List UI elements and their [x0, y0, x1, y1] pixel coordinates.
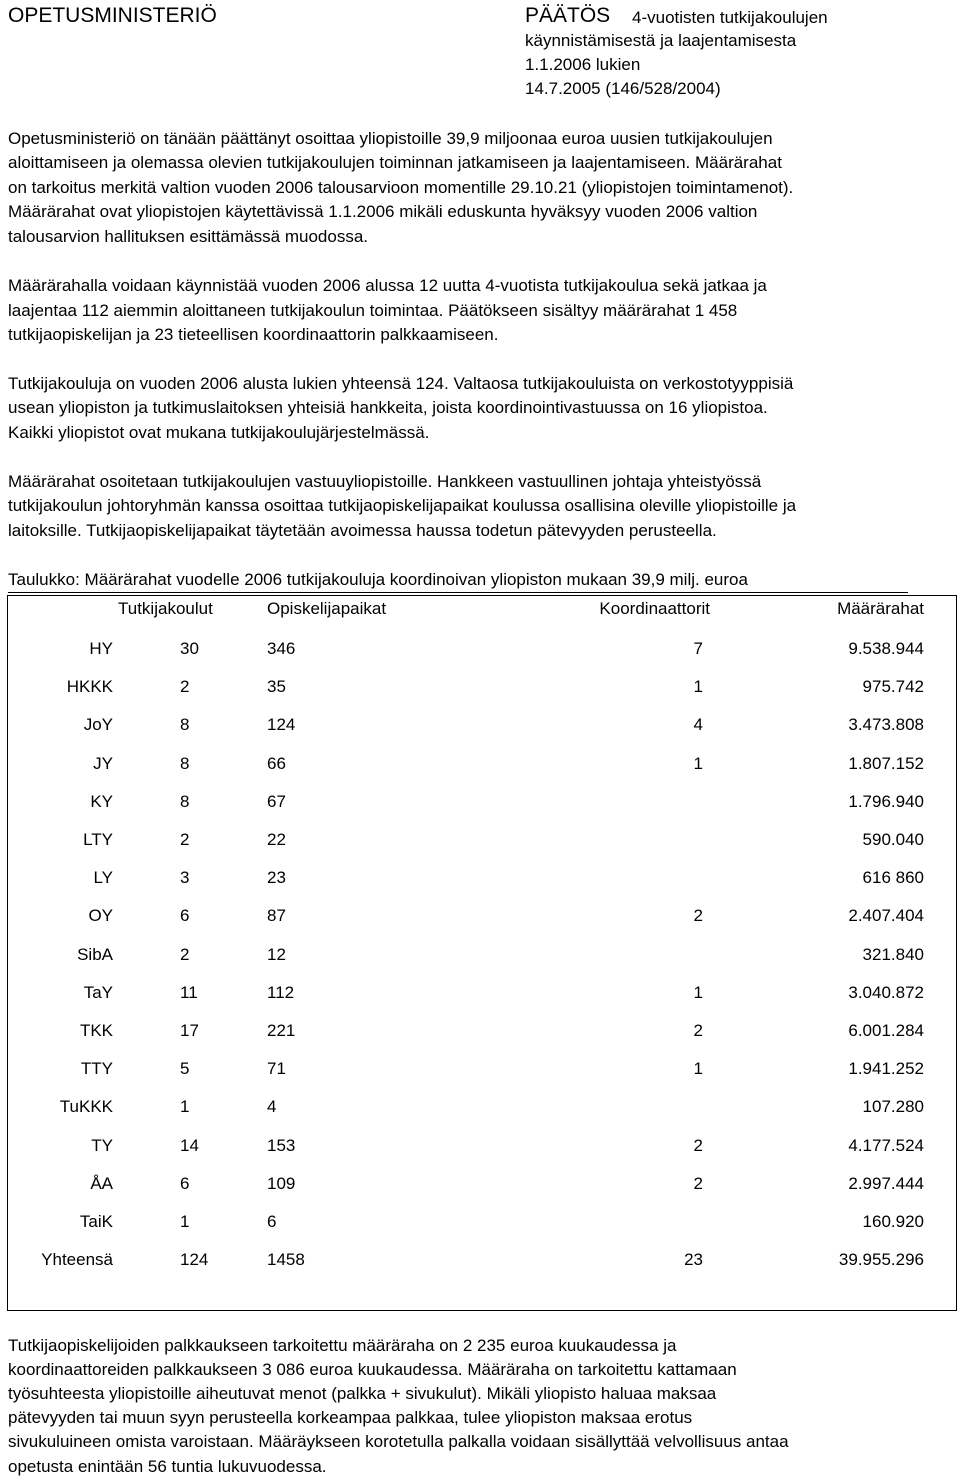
cell-coordinators: 1: [693, 677, 703, 697]
cell-allocation: 2.407.404: [848, 906, 924, 926]
cell-university: TTY: [80, 1059, 113, 1079]
table-row: [0, 677, 960, 701]
cell-coordinators: 7: [693, 639, 703, 658]
cell-student-places: 35: [267, 677, 286, 697]
cell-student-places: 87: [267, 906, 286, 926]
cell-schools: 3: [180, 868, 190, 888]
cell-allocation: 4.177.524: [848, 1135, 924, 1155]
cell-schools: 11: [180, 982, 198, 1002]
table-row: [0, 1136, 960, 1160]
cell-student-places: 153: [267, 1135, 296, 1155]
table-row: [0, 983, 960, 1007]
decision-subject-line: käynnistämisestä ja laajentamisesta: [525, 31, 797, 50]
cell-allocation: 6.001.284: [848, 1021, 924, 1040]
cell-allocation: 616 860: [862, 868, 924, 888]
header-schools: Tutkijakoulut: [118, 599, 213, 618]
decision-subject-line: 1.1.2006 lukien: [525, 55, 641, 74]
cell-student-places: 4: [267, 1097, 277, 1117]
cell-university: TY: [91, 1135, 113, 1155]
table-row: [0, 792, 960, 816]
cell-university: LTY: [83, 830, 113, 849]
cell-schools: 2: [180, 677, 190, 697]
paragraph-line: koordinaattoreiden palkkaukseen 3 086 euroa kuukaudessa. Määräraha on tarkoitettu kattamaan: [8, 1360, 737, 1379]
paragraph-line: laajentaa 112 aiemmin aloittaneen tutkijakoulun toimintaa. Päätökseen sisältyy määrärahat 1 458: [8, 301, 738, 320]
paragraph-line: sivukuluineen omista varoistaan. Määräykseen korotetulla palkalla voidaan sisällyttää velvollisuus antaa: [8, 1432, 789, 1451]
table-row: [0, 754, 960, 778]
cell-allocation: 3.040.872: [848, 982, 924, 1002]
cell-student-places: 6: [267, 1212, 277, 1231]
paragraph-line: työsuhteesta yliopistoille aiheutuvat menot (palkka + sivukulut). Mikäli yliopisto haluaa maksaa: [8, 1384, 717, 1403]
cell-allocation: 39.955.296: [838, 1250, 924, 1270]
table-row: [0, 1021, 960, 1045]
header-student-places: Opiskelijapaikat: [267, 599, 387, 618]
cell-schools: 124: [180, 1250, 209, 1270]
cell-schools: 2: [180, 944, 190, 964]
cell-allocation: 1.796.940: [848, 791, 924, 811]
cell-schools: 14: [180, 1135, 199, 1155]
cell-allocation: 2.997.444: [848, 1173, 924, 1193]
cell-schools: 6: [180, 1173, 190, 1193]
cell-schools: 1: [180, 1097, 190, 1117]
table-row: [0, 715, 960, 739]
paragraph-line: Määrärahat osoitetaan tutkijakoulujen vastuuyliopistoille. Hankkeen vastuullinen johtaja yhteistyössä: [8, 472, 762, 491]
cell-allocation: 9.538.944: [848, 639, 924, 658]
table-row: [0, 1250, 960, 1274]
table-row: [0, 906, 960, 930]
table-row: [0, 1212, 960, 1236]
decision-title: PÄÄTÖS: [525, 4, 611, 27]
paragraph-line: laitoksille. Tutkijaopiskelijapaikat täytetään avoimessa haussa todetun pätevyyden perusteella.: [8, 521, 717, 540]
cell-student-places: 221: [267, 1021, 296, 1040]
paragraph-line: Määrärahat ovat yliopistojen käytettävissä 1.1.2006 mikäli eduskunta hyväksyy vuoden 2006 valtion: [8, 202, 758, 221]
cell-university: HY: [89, 639, 113, 658]
cell-allocation: 975.742: [862, 677, 924, 697]
cell-schools: 17: [180, 1021, 199, 1040]
decision-subject-line: 4-vuotisten tutkijakoulujen: [632, 8, 828, 27]
ministry-name: OPETUSMINISTERIÖ: [8, 4, 217, 27]
cell-allocation: 590.040: [862, 830, 924, 849]
cell-coordinators: 2: [693, 906, 703, 926]
header-allocations: Määrärahat: [837, 599, 924, 618]
cell-university: HKKK: [66, 677, 113, 697]
paragraph-line: Tutkijakouluja on vuoden 2006 alusta lukien yhteensä 124. Valtaosa tutkijakouluista on verkostotyyppisiä: [8, 374, 794, 393]
cell-coordinators: 2: [693, 1135, 703, 1155]
cell-coordinators: 1: [693, 753, 703, 773]
cell-university: TaY: [83, 982, 113, 1002]
cell-student-places: 71: [267, 1059, 286, 1079]
paragraph-line: usean yliopiston ja tutkimuslaitoksen yhteisiä hankkeita, joista koordinointivastuussa on 16 yliopistoa.: [8, 398, 768, 417]
cell-university: TaiK: [79, 1212, 113, 1231]
paragraph-line: opetusta enintään 56 tuntia lukuvuodessa.: [8, 1457, 327, 1476]
cell-coordinators: 2: [693, 1021, 703, 1040]
paragraph-line: aloittamiseen ja olemassa olevien tutkijakoulujen toiminnan jatkamiseen ja laajentamiseen. Määrärahat: [8, 153, 782, 172]
cell-student-places: 112: [267, 982, 295, 1002]
cell-allocation: 1.807.152: [848, 753, 924, 773]
paragraph-line: Kaikki yliopistot ovat mukana tutkijakoulujärjestelmässä.: [8, 423, 430, 442]
cell-university: ÅA: [90, 1173, 113, 1193]
cell-coordinators: 23: [684, 1250, 703, 1270]
table-row: [0, 830, 960, 854]
cell-university: TuKKK: [59, 1097, 113, 1117]
header-coordinators: Koordinaattorit: [599, 599, 710, 618]
decision-date-line: 14.7.2005 (146/528/2004): [525, 79, 721, 98]
cell-student-places: 67: [267, 791, 286, 811]
cell-student-places: 66: [267, 753, 286, 773]
cell-schools: 30: [180, 639, 199, 658]
cell-student-places: 12: [267, 944, 286, 964]
cell-university: OY: [88, 906, 113, 926]
caption-underline: [8, 592, 908, 593]
paragraph-line: on tarkoitus merkitä valtion vuoden 2006 talousarvioon momentille 29.10.21 (yliopistojen toimintamenot).: [8, 178, 794, 197]
cell-university: JoY: [83, 715, 113, 735]
cell-schools: 5: [180, 1059, 190, 1079]
table-row: [0, 639, 960, 663]
cell-student-places: 22: [267, 830, 286, 849]
cell-university: Yhteensä: [41, 1250, 113, 1270]
cell-allocation: 321.840: [862, 944, 924, 964]
cell-student-places: 23: [267, 868, 286, 888]
paragraph-line: pätevyyden tai muun syyn perusteella korkeampaa palkkaa, tulee yliopiston maksaa erotus: [8, 1408, 693, 1427]
table-row: [0, 868, 960, 892]
cell-coordinators: 4: [693, 715, 703, 735]
paragraph-line: Tutkijaopiskelijoiden palkkaukseen tarkoitettu määräraha on 2 235 euroa kuukaudessa ja: [8, 1336, 677, 1355]
table-row: [0, 1059, 960, 1083]
cell-student-places: 124: [267, 715, 296, 735]
cell-allocation: 107.280: [862, 1097, 924, 1117]
paragraph-line: Määrärahalla voidaan käynnistää vuoden 2006 alussa 12 uutta 4-vuotista tutkijakoulua sekä jatkaa ja: [8, 276, 767, 295]
cell-schools: 1: [180, 1212, 190, 1231]
cell-schools: 2: [180, 830, 190, 849]
paragraph-line: tutkijaopiskelijan ja 23 tieteellisen koordinaattorin palkkaamiseen.: [8, 325, 499, 344]
cell-coordinators: 1: [693, 1059, 703, 1079]
cell-schools: 8: [180, 791, 190, 811]
cell-coordinators: 1: [693, 982, 703, 1002]
cell-student-places: 109: [267, 1173, 296, 1193]
cell-allocation: 3.473.808: [848, 715, 924, 735]
cell-university: KY: [90, 791, 113, 811]
paragraph-line: talousarvion hallituksen esittämässä muodossa.: [8, 227, 369, 246]
cell-university: SibA: [77, 944, 113, 964]
cell-student-places: 346: [267, 639, 296, 658]
paragraph-line: Opetusministeriö on tänään päättänyt osoittaa yliopistoille 39,9 miljoonaa euroa uusien tutkijakoulujen: [8, 129, 773, 148]
cell-allocation: 1.941.252: [848, 1059, 924, 1079]
cell-student-places: 1458: [267, 1250, 305, 1270]
cell-university: TKK: [79, 1021, 113, 1040]
table-row: [0, 945, 960, 969]
cell-university: LY: [93, 868, 113, 888]
cell-coordinators: 2: [693, 1173, 703, 1193]
cell-schools: 8: [180, 715, 190, 735]
cell-allocation: 160.920: [862, 1212, 924, 1231]
paragraph-line: tutkijakoulun johtoryhmän kanssa osoittaa tutkijaopiskelijapaikat koulussa osallisina oleville yliopistoille ja: [8, 496, 797, 515]
table-row: [0, 1097, 960, 1121]
cell-schools: 6: [180, 906, 190, 926]
table-caption: Taulukko: Määrärahat vuodelle 2006 tutkijakouluja koordinoivan yliopiston mukaan 39,9 milj. euroa: [8, 570, 748, 589]
cell-university: JY: [93, 753, 113, 773]
cell-schools: 8: [180, 753, 190, 773]
table-row: [0, 1174, 960, 1198]
